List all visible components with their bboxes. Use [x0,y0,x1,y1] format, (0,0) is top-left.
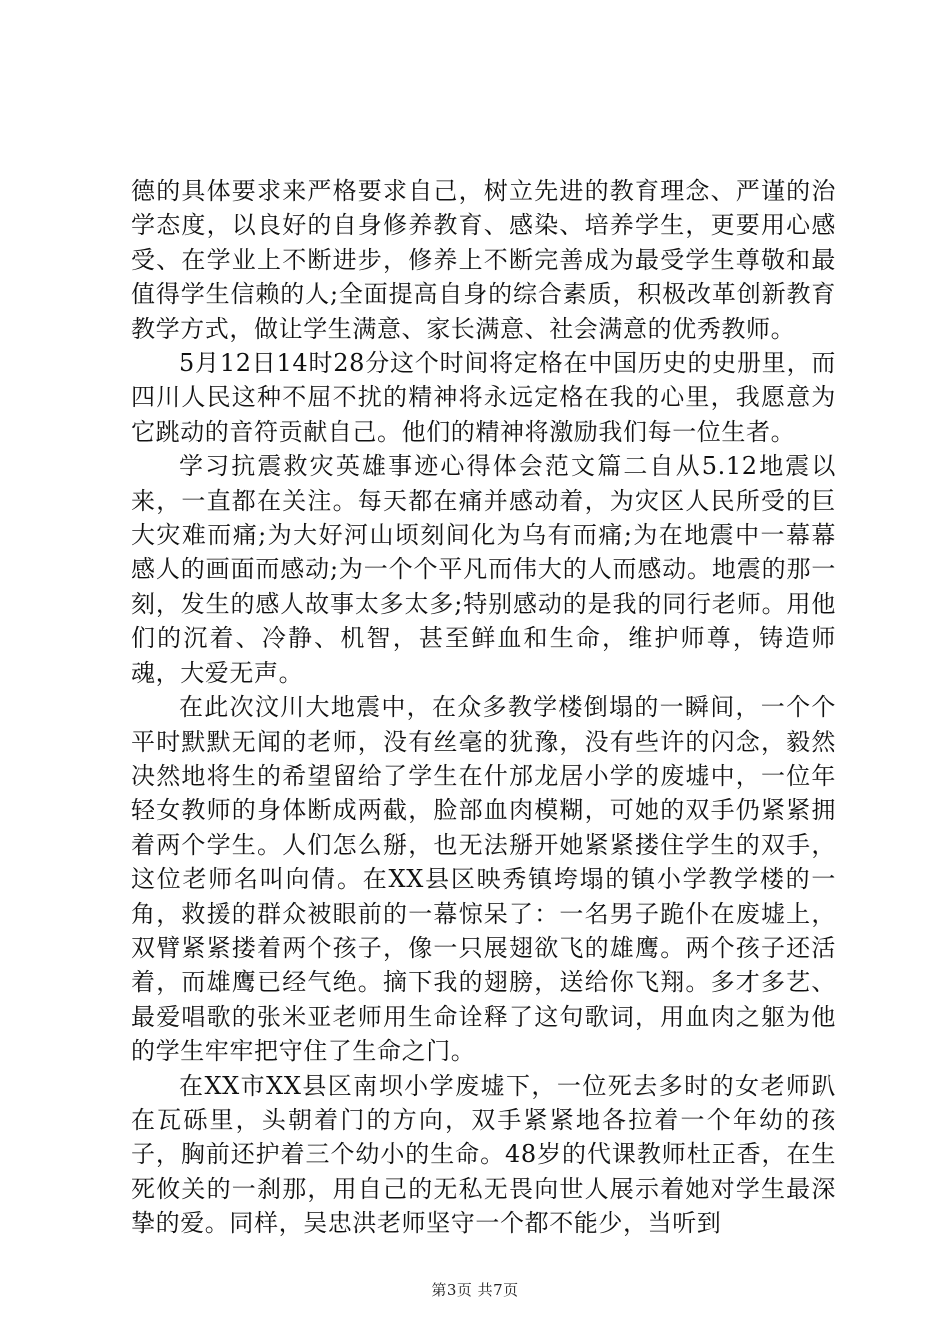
paragraph-date: 5月12日14时28分这个时间将定格在中国历史的史册里，而四川人民这种不屈不扰的精神将永远定格在我的心里，我愿意为它跳动的音符贡献自己。他们的精神将激励我们每一位生者。 [131,349,836,446]
paragraph-essay-two: 学习抗震救灾英雄事迹心得体会范文篇二自从5.12地震以来，一直都在关注。每天都在痛并感动着，为灾区人民所受的巨大灾难而痛;为大好河山顷刻间化为乌有而痛;为在地震中一幕幕感人的画面而感动;为一个个平凡而伟大的人而感动。地震的那一刻，发生的感人故事太多太多;特别感动的是我的同行老师。用他们的沉着、冷静、机智，甚至鲜血和生命，维护师尊，铸造师魂，大爱无声。 [131,452,836,687]
body-text [131,174,836,1241]
page-footer: 第3页 共7页 [431,1281,519,1299]
paragraph-continuation: 德的具体要求来严格要求自己，树立先进的教育理念、严谨的治学态度，以良好的自身修养教育、感染、培养学生，更要用心感受、在学业上不断进步，修养上不断完善成为最受学生尊敬和最值得学生信赖的人;全面提高自身的综合素质，积极改革创新教育教学方式，做让学生满意、家长满意、社会满意的优秀教师。 [131,177,836,343]
paragraph-earthquake-teachers: 在此次汶川大地震中，在众多教学楼倒塌的一瞬间，一个个平时默默无闻的老师，没有丝毫的犹豫，没有些许的闪念，毅然决然地将生的希望留给了学生在什邡龙居小学的废墟中，一位年轻女教师的身体断成两截，脸部血肉模糊，可她的双手仍紧紧拥着两个学生。人们怎么掰，也无法掰开她紧紧搂住学生的双手，这位老师名叫向倩。在XX县区映秀镇垮塌的镇小学教学楼的一角，救援的群众被眼前的一幕惊呆了：一名男子跪仆在废墟上，双臂紧紧搂着两个孩子，像一只展翅欲飞的雄鹰。两个孩子还活着，而雄鹰已经气绝。摘下我的翅膀，送给你飞翔。多才多艺、最爱唱歌的张米亚老师用生命诠释了这句歌词，用血肉之躯为他的学生牢牢把守住了生命之门。 [131,693,836,1066]
paragraph-nanba-school: 在XX市XX县区南坝小学废墟下，一位死去多时的女老师趴在瓦砾里，头朝着门的方向，双手紧紧地各拉着一个年幼的孩子，胸前还护着三个幼小的生命。48岁的代课教师杜正香，在生死攸关的一刹那，用自己的无私无畏向世人展示着她对学生最深挚的爱。同样，吴忠洪老师坚守一个都不能少，当听到 [131,1071,836,1238]
